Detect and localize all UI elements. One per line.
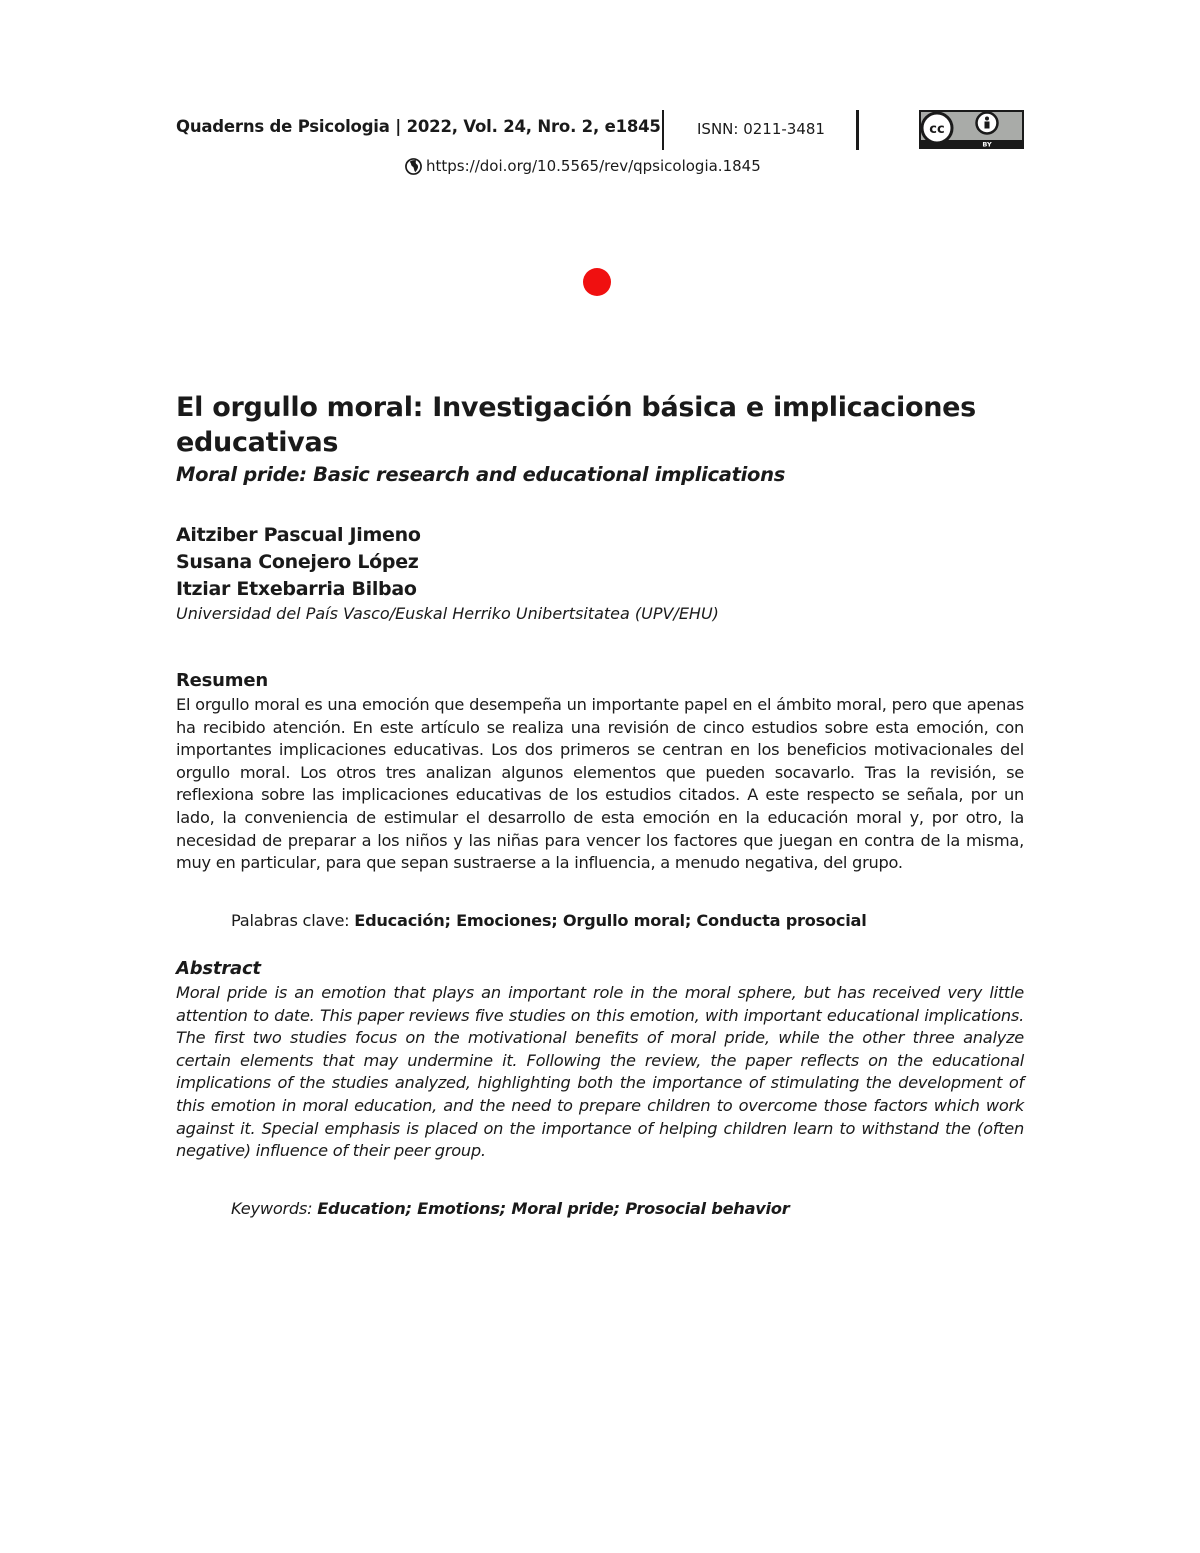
status-marker xyxy=(583,268,611,296)
resumen-body: El orgullo moral es una emoción que desempeña un importante papel en el ámbito moral, pero que apenas ha recibido atención. En este artículo se realiza una revisión de cinco estudios sobre esta emoción, con importantes implicaciones educativas. Los dos primeros se centran en los beneficios motivacionales del orgullo moral. Los otros tres analizan algunos elementos que pueden socavarlo. Tras la revisión, se reflexiona sobre las implicaciones educativas de los estudios citados. A este respecto se señala, por un lado, la conveniencia de estimular el desarrollo de esta emoción en la educación moral y, por otro, la necesidad de preparar a los niños y las niñas para vencer los factores que juegan en contra de la misma, muy en particular, para que sepan sustraerse a la influencia, a menudo negativa, del grupo. xyxy=(176,695,1024,873)
abstract-heading: Abstract xyxy=(176,958,261,979)
journal-citation: Quaderns de Psicologia | 2022, Vol. 24, Nro. 2, e1845 xyxy=(176,117,661,136)
article-title: El orgullo moral: Investigación básica e implicaciones educativas xyxy=(176,392,976,458)
keywords-label: Keywords: xyxy=(231,1199,313,1218)
keywords-values: Education; Emotions; Moral pride; Prosocial behavior xyxy=(317,1199,790,1218)
palabras-clave xyxy=(231,911,867,930)
header-divider xyxy=(662,110,664,150)
doi-link[interactable] xyxy=(405,157,761,175)
abstract-body: Moral pride is an emotion that plays an important role in the moral sphere, but has received very little attention to date. This paper reviews five studies on this emotion, with important educational implications. The first two studies focus on the motivational benefits of moral pride, while the other three analyze certain elements that may undermine it. Following the review, the paper reflects on the educational implications of the studies analyzed, highlighting both the importance of stimulating the development of this emotion in moral education, and the need to prepare children to overcome those factors which work against it. Special emphasis is placed on the importance of helping children learn to withstand the (often negative) influence of their peer group. xyxy=(176,983,1024,1161)
keywords-values: Educación; Emociones; Orgullo moral; Conducta prosocial xyxy=(354,911,867,930)
author-name: Itziar Etxebarria Bilbao xyxy=(176,578,417,600)
author-name: Susana Conejero López xyxy=(176,551,419,573)
header-divider xyxy=(856,110,859,150)
globe-icon xyxy=(405,158,422,175)
svg-text:cc: cc xyxy=(929,122,945,137)
article-title-english: Moral pride: Basic research and educational implications xyxy=(176,463,786,486)
svg-text:BY: BY xyxy=(982,140,992,149)
doi-url[interactable]: https://doi.org/10.5565/rev/qpsicologia.1845 xyxy=(426,157,761,175)
keywords-label: Palabras clave: xyxy=(231,911,350,930)
author-affiliation: Universidad del País Vasco/Euskal Herriko Unibertsitatea (UPV/EHU) xyxy=(176,604,719,623)
keywords xyxy=(231,1199,789,1218)
author-name: Aitziber Pascual Jimeno xyxy=(176,524,421,546)
resumen-heading: Resumen xyxy=(176,670,268,691)
issn-label: ISNN: 0211-3481 xyxy=(697,120,825,138)
author-list xyxy=(176,522,421,603)
cc-by-icon[interactable] xyxy=(919,110,1024,149)
